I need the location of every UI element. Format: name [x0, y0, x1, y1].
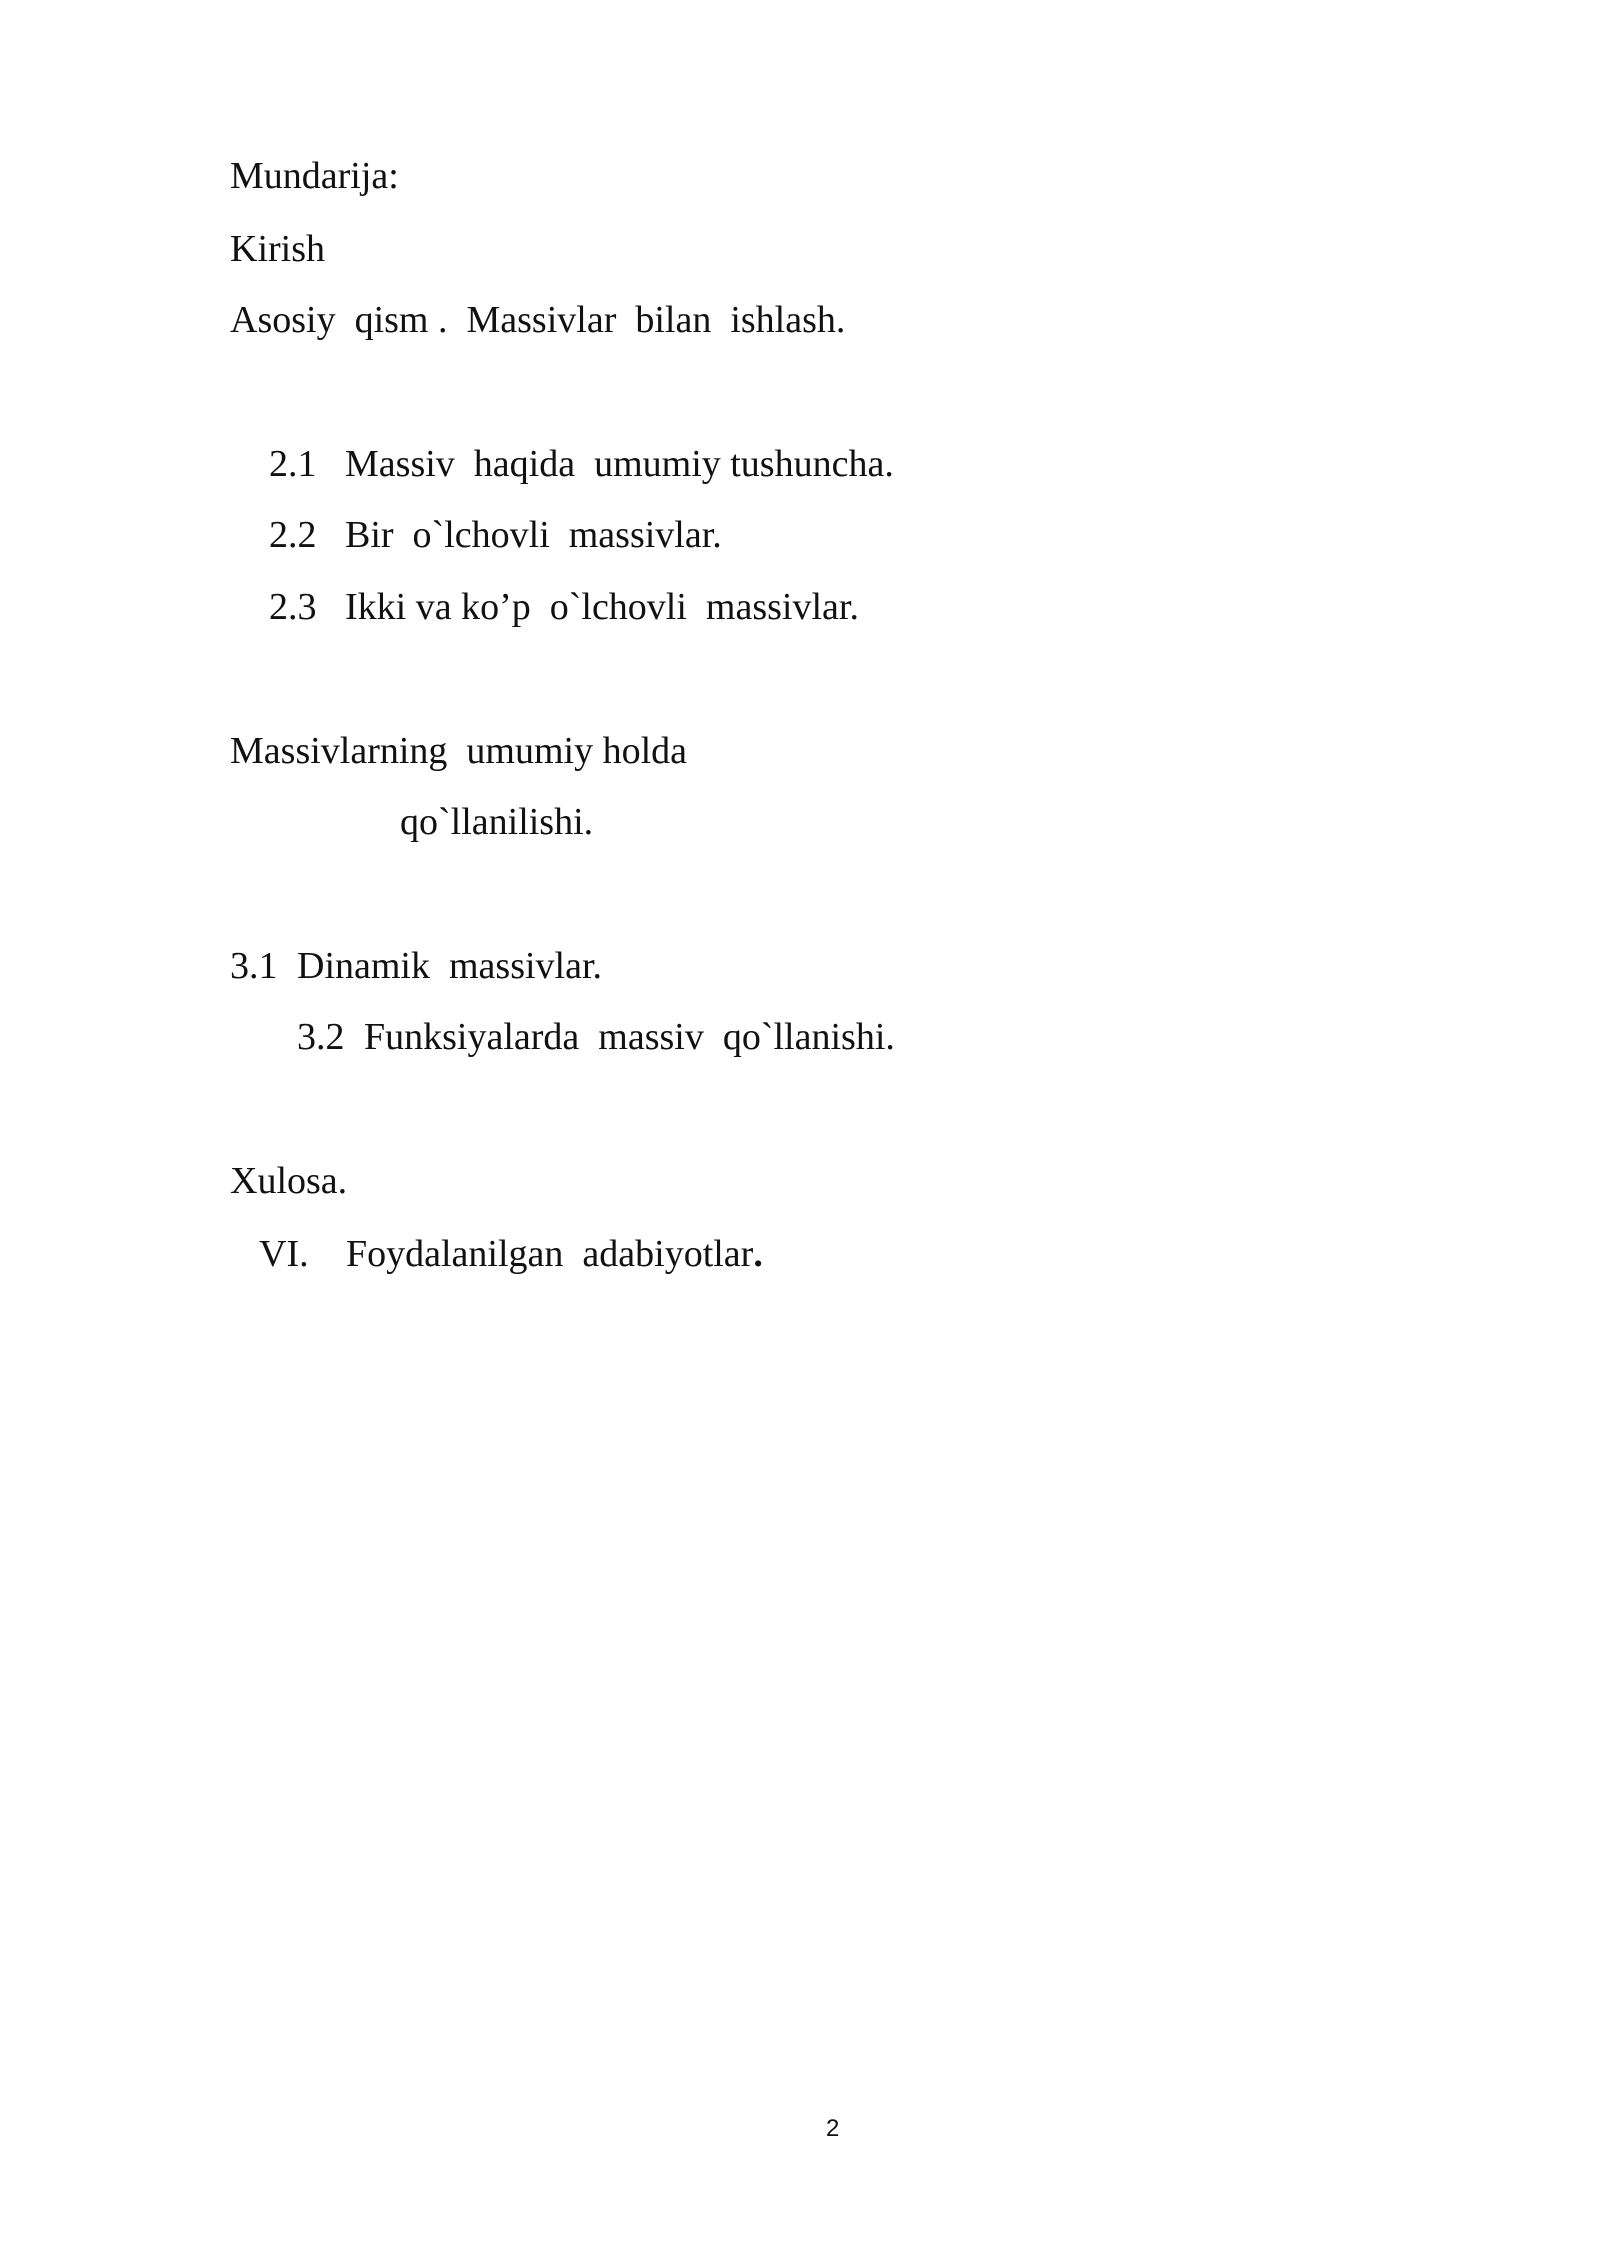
toc-entry-number: VI. — [259, 1233, 309, 1275]
toc-entry-main-part: Asosiy qism . Massivlar bilan ishlash. — [230, 299, 846, 341]
toc-entry-part3-line1: Massivlarning umumiy holda — [230, 730, 688, 772]
toc-entry-conclusion: Xulosa. — [230, 1160, 348, 1202]
toc-heading: Mundarija: — [230, 155, 399, 197]
toc-entry-part3-line2: qo`llanilishi. — [400, 801, 594, 843]
toc-entry-text: Funksiyalarda massiv qo`llanishi. — [364, 1016, 895, 1058]
toc-entry-intro: Kirish — [230, 228, 325, 270]
toc-entry-text: Dinamik massivlar. — [297, 945, 603, 987]
toc-entry-references — [346, 1235, 763, 1273]
toc-entry-number: 3.1 — [230, 945, 278, 987]
toc-entry-text: Ikki va ko’p o`lchovli massivlar. — [345, 586, 859, 628]
toc-entry-number: 3.2 — [297, 1016, 345, 1058]
toc-entry-text: Massiv haqida umumiy tushuncha. — [345, 443, 894, 485]
toc-entry-end-mark: . — [753, 1233, 763, 1275]
toc-entry-text: Foydalanilgan adabiyotlar — [346, 1233, 754, 1275]
toc-entry-number: 2.2 — [269, 514, 317, 556]
page-number: 2 — [826, 2115, 840, 2142]
toc-entry-number: 2.3 — [269, 586, 317, 628]
toc-entry-number: 2.1 — [269, 443, 317, 485]
toc-entry-text: Bir o`lchovli massivlar. — [345, 514, 722, 556]
